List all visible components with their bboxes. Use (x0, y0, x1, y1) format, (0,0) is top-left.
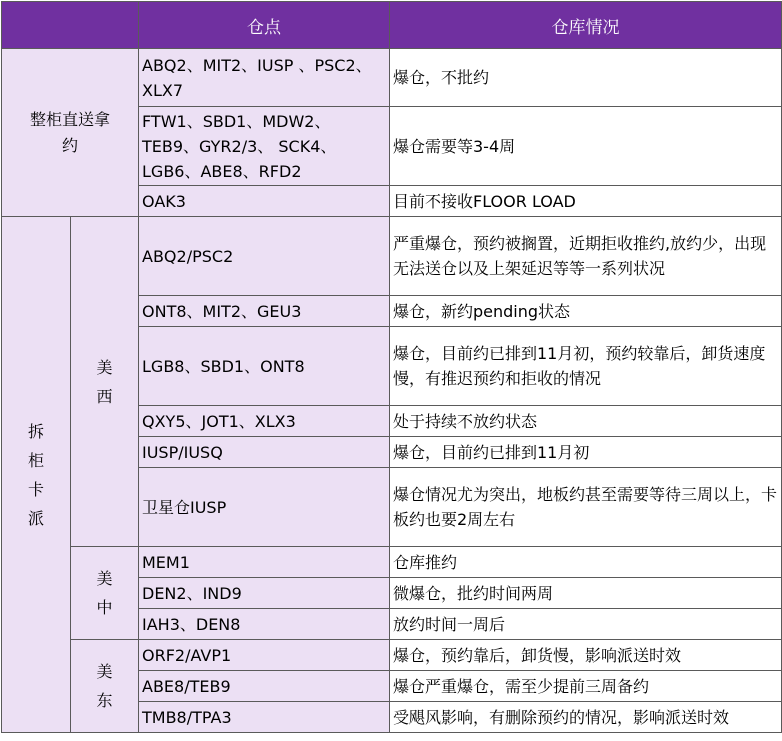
warehouse-cell: ABQ2/PSC2 (139, 217, 390, 296)
status-cell: 爆仓严重爆仓，需至少提前三周备约 (390, 671, 782, 702)
header-warehouse: 仓点 (139, 2, 390, 49)
group-full-container (2, 49, 139, 217)
region-east (71, 640, 139, 733)
status-cell: 微爆仓，批约时间两周 (390, 578, 782, 609)
status-cell: 仓库推约 (390, 547, 782, 578)
warehouse-cell: DEN2、IND9 (139, 578, 390, 609)
status-cell: 受飓风影响，有删除预约的情况，影响派送时效 (390, 702, 782, 733)
table-row (2, 640, 782, 671)
status-cell: 爆仓，新约pending状态 (390, 296, 782, 327)
group-devanning-label: 拆柜卡派 (28, 421, 45, 528)
warehouse-cell: 卫星仓IUSP (139, 468, 390, 547)
status-cell: 爆仓情况尤为突出，地板约甚至需要等待三周以上，卡板约也要2周左右 (390, 468, 782, 547)
status-cell: 爆仓，目前约已排到11月初 (390, 437, 782, 468)
header-status: 仓库情况 (390, 2, 782, 49)
status-cell: 爆仓需要等3-4周 (390, 107, 782, 186)
warehouse-cell: ABQ2、MIT2、IUSP 、PSC2、XLX7 (139, 49, 390, 107)
warehouse-cell: OAK3 (139, 186, 390, 217)
group-devanning (2, 217, 71, 733)
warehouse-cell: IAH3、DEN8 (139, 609, 390, 640)
region-central-label: 美中 (96, 569, 113, 617)
status-cell: 爆仓，不批约 (390, 49, 782, 107)
region-east-label: 美东 (96, 662, 113, 710)
group-full-container-label: 整柜直送拿约 (29, 109, 110, 155)
region-west (71, 217, 139, 547)
warehouse-cell: LGB8、SBD1、ONT8 (139, 327, 390, 406)
warehouse-cell: ONT8、MIT2、GEU3 (139, 296, 390, 327)
status-cell: 爆仓，预约靠后，卸货慢，影响派送时效 (390, 640, 782, 671)
header-row (2, 2, 782, 49)
warehouse-cell: FTW1、SBD1、MDW2、TEB9、GYR2/3、 SCK4、LGB6、ABE8、RFD2 (139, 107, 390, 186)
warehouse-status-table (1, 1, 782, 733)
table-row (2, 49, 782, 107)
warehouse-cell: TMB8/TPA3 (139, 702, 390, 733)
warehouse-cell: ORF2/AVP1 (139, 640, 390, 671)
warehouse-cell: IUSP/IUSQ (139, 437, 390, 468)
warehouse-cell: QXY5、JOT1、XLX3 (139, 406, 390, 437)
warehouse-cell: ABE8/TEB9 (139, 671, 390, 702)
table-row (2, 217, 782, 296)
table-row (2, 547, 782, 578)
region-west-label: 美西 (96, 357, 113, 406)
header-blank-cell (2, 2, 139, 49)
status-cell: 严重爆仓，预约被搁置，近期拒收推约,放约少，出现无法送仓以及上架延迟等等一系列状况 (390, 217, 782, 296)
status-cell: 处于持续不放约状态 (390, 406, 782, 437)
warehouse-cell: MEM1 (139, 547, 390, 578)
region-central (71, 547, 139, 640)
status-cell: 放约时间一周后 (390, 609, 782, 640)
status-cell: 爆仓，目前约已排到11月初，预约较靠后，卸货速度慢，有推迟预约和拒收的情况 (390, 327, 782, 406)
status-cell: 目前不接收FLOOR LOAD (390, 186, 782, 217)
